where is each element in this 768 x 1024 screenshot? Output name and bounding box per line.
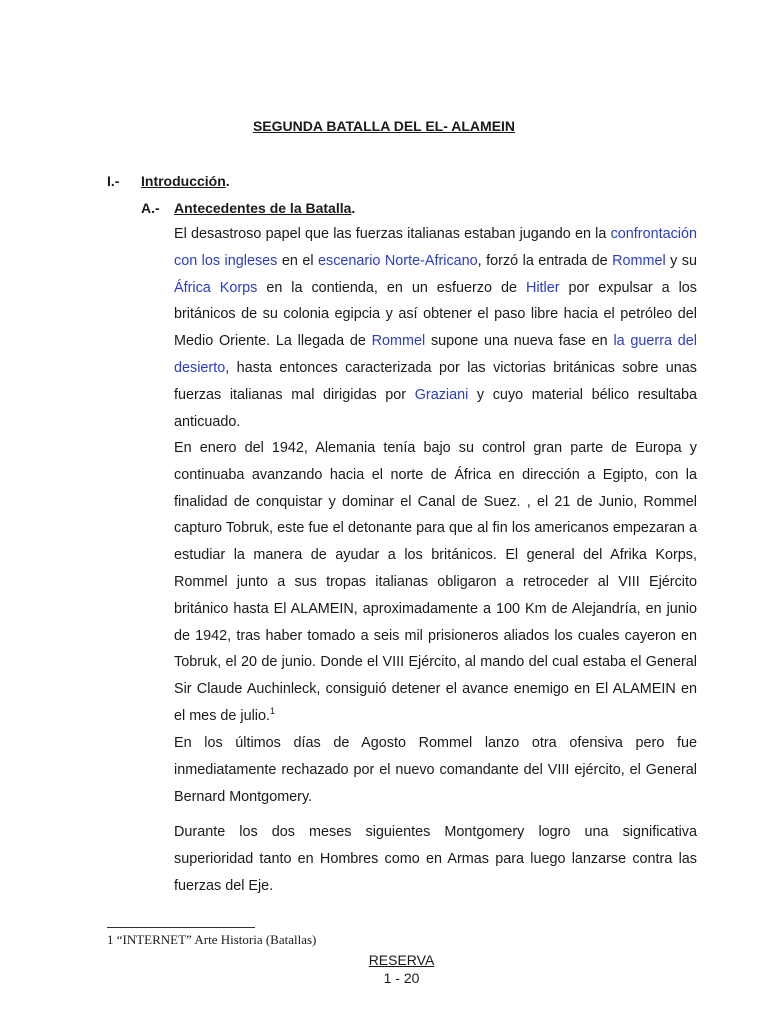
document-title: SEGUNDA BATALLA DEL EL- ALAMEIN	[252, 118, 516, 134]
link-rommel-2[interactable]: Rommel	[371, 333, 426, 350]
paragraph-4: Durante los dos meses siguientes Montgomery logro una significativa superioridad tanto en Hombres como en Armas para luego lanzarse contra las fuerzas del Eje.	[174, 824, 697, 894]
section-heading-label: Introducción	[141, 173, 226, 189]
link-hitler[interactable]: Hitler	[525, 279, 560, 296]
link-escenario[interactable]: escenario Norte-Africano	[318, 252, 478, 269]
subsection-heading-label: Antecedentes de la Batalla	[174, 200, 352, 216]
paragraph-2: En enero del 1942, Alemania tenía bajo su control gran parte de Europa y continuaba avanzando hacia el norte de África en dirección a Egipto, con la finalidad de conquistar y dominar el Canal de Suez. , el 21 de Junio, Rommel capturo Tobruk, este fue el detonante para que al fin los americanos empezaran a estudiar la manera de ayudar a los británicos. El general del Afrika Korps, Rommel junto a sus tropas italianas obligaron a retroceder al VIII Ejército británico hasta El ALAMEIN, aproximadamente a 100 Km de Alejandría, en junio de 1942, tras haber tomado a seis mil prisioneros aliados los cuales cayeron en Tobruk, el 20 de junio. Donde el VIII Ejército, al mando del cual estaba el General Sir Claude Auchinleck, consiguió detener el avance enemigo en El ALAMEIN en el mes de julio.$^1$	[174, 440, 697, 724]
section-heading: Introducción.	[141, 173, 230, 189]
link-africa-korps[interactable]: África Korps	[174, 279, 258, 296]
link-graziani[interactable]: Graziani	[414, 386, 469, 403]
link-confrontacion[interactable]: confrontación con los ingleses	[174, 226, 697, 269]
section-number: I.-	[107, 173, 120, 189]
footnote: 1 “INTERNET” Arte Historia (Batallas)	[107, 932, 317, 947]
link-guerra-desierto[interactable]: la guerra del desierto	[174, 333, 697, 376]
link-rommel[interactable]: Rommel	[612, 252, 666, 269]
page-number: 1 - 20	[383, 970, 420, 986]
subsection-number: A.-	[141, 200, 160, 216]
subsection-heading: Antecedentes de la Batalla.	[174, 200, 356, 216]
paragraph-1: El desastroso papel que las fuerzas italianas estaban jugando en la confrontación con los ingleses en el escenario Norte-Africano, forzó la entrada de Rommel y su África Korps en la contienda, en un esfuerzo de Hitler por expulsar a los británicos de su colonia egipcia y así obtener el paso libre hacia el petróleo del Medio Oriente. La llegada de Rommel supone una nueva fase en la guerra del desierto, hasta entonces caracterizada por las victorias británicas sobre unas fuerzas italianas mal dirigidas por Graziani y cuyo material bélico resultaba anticuado.	[174, 226, 698, 430]
footer-label: RESERVA	[368, 952, 435, 968]
footnote-divider	[107, 927, 255, 928]
footnote-ref[interactable]: 1	[270, 706, 276, 717]
paragraph-3: En los últimos días de Agosto Rommel lanzo otra ofensiva pero fue inmediatamente rechazado por el nuevo comandante del VIII ejército, el General Bernard Montgomery.	[174, 735, 697, 805]
